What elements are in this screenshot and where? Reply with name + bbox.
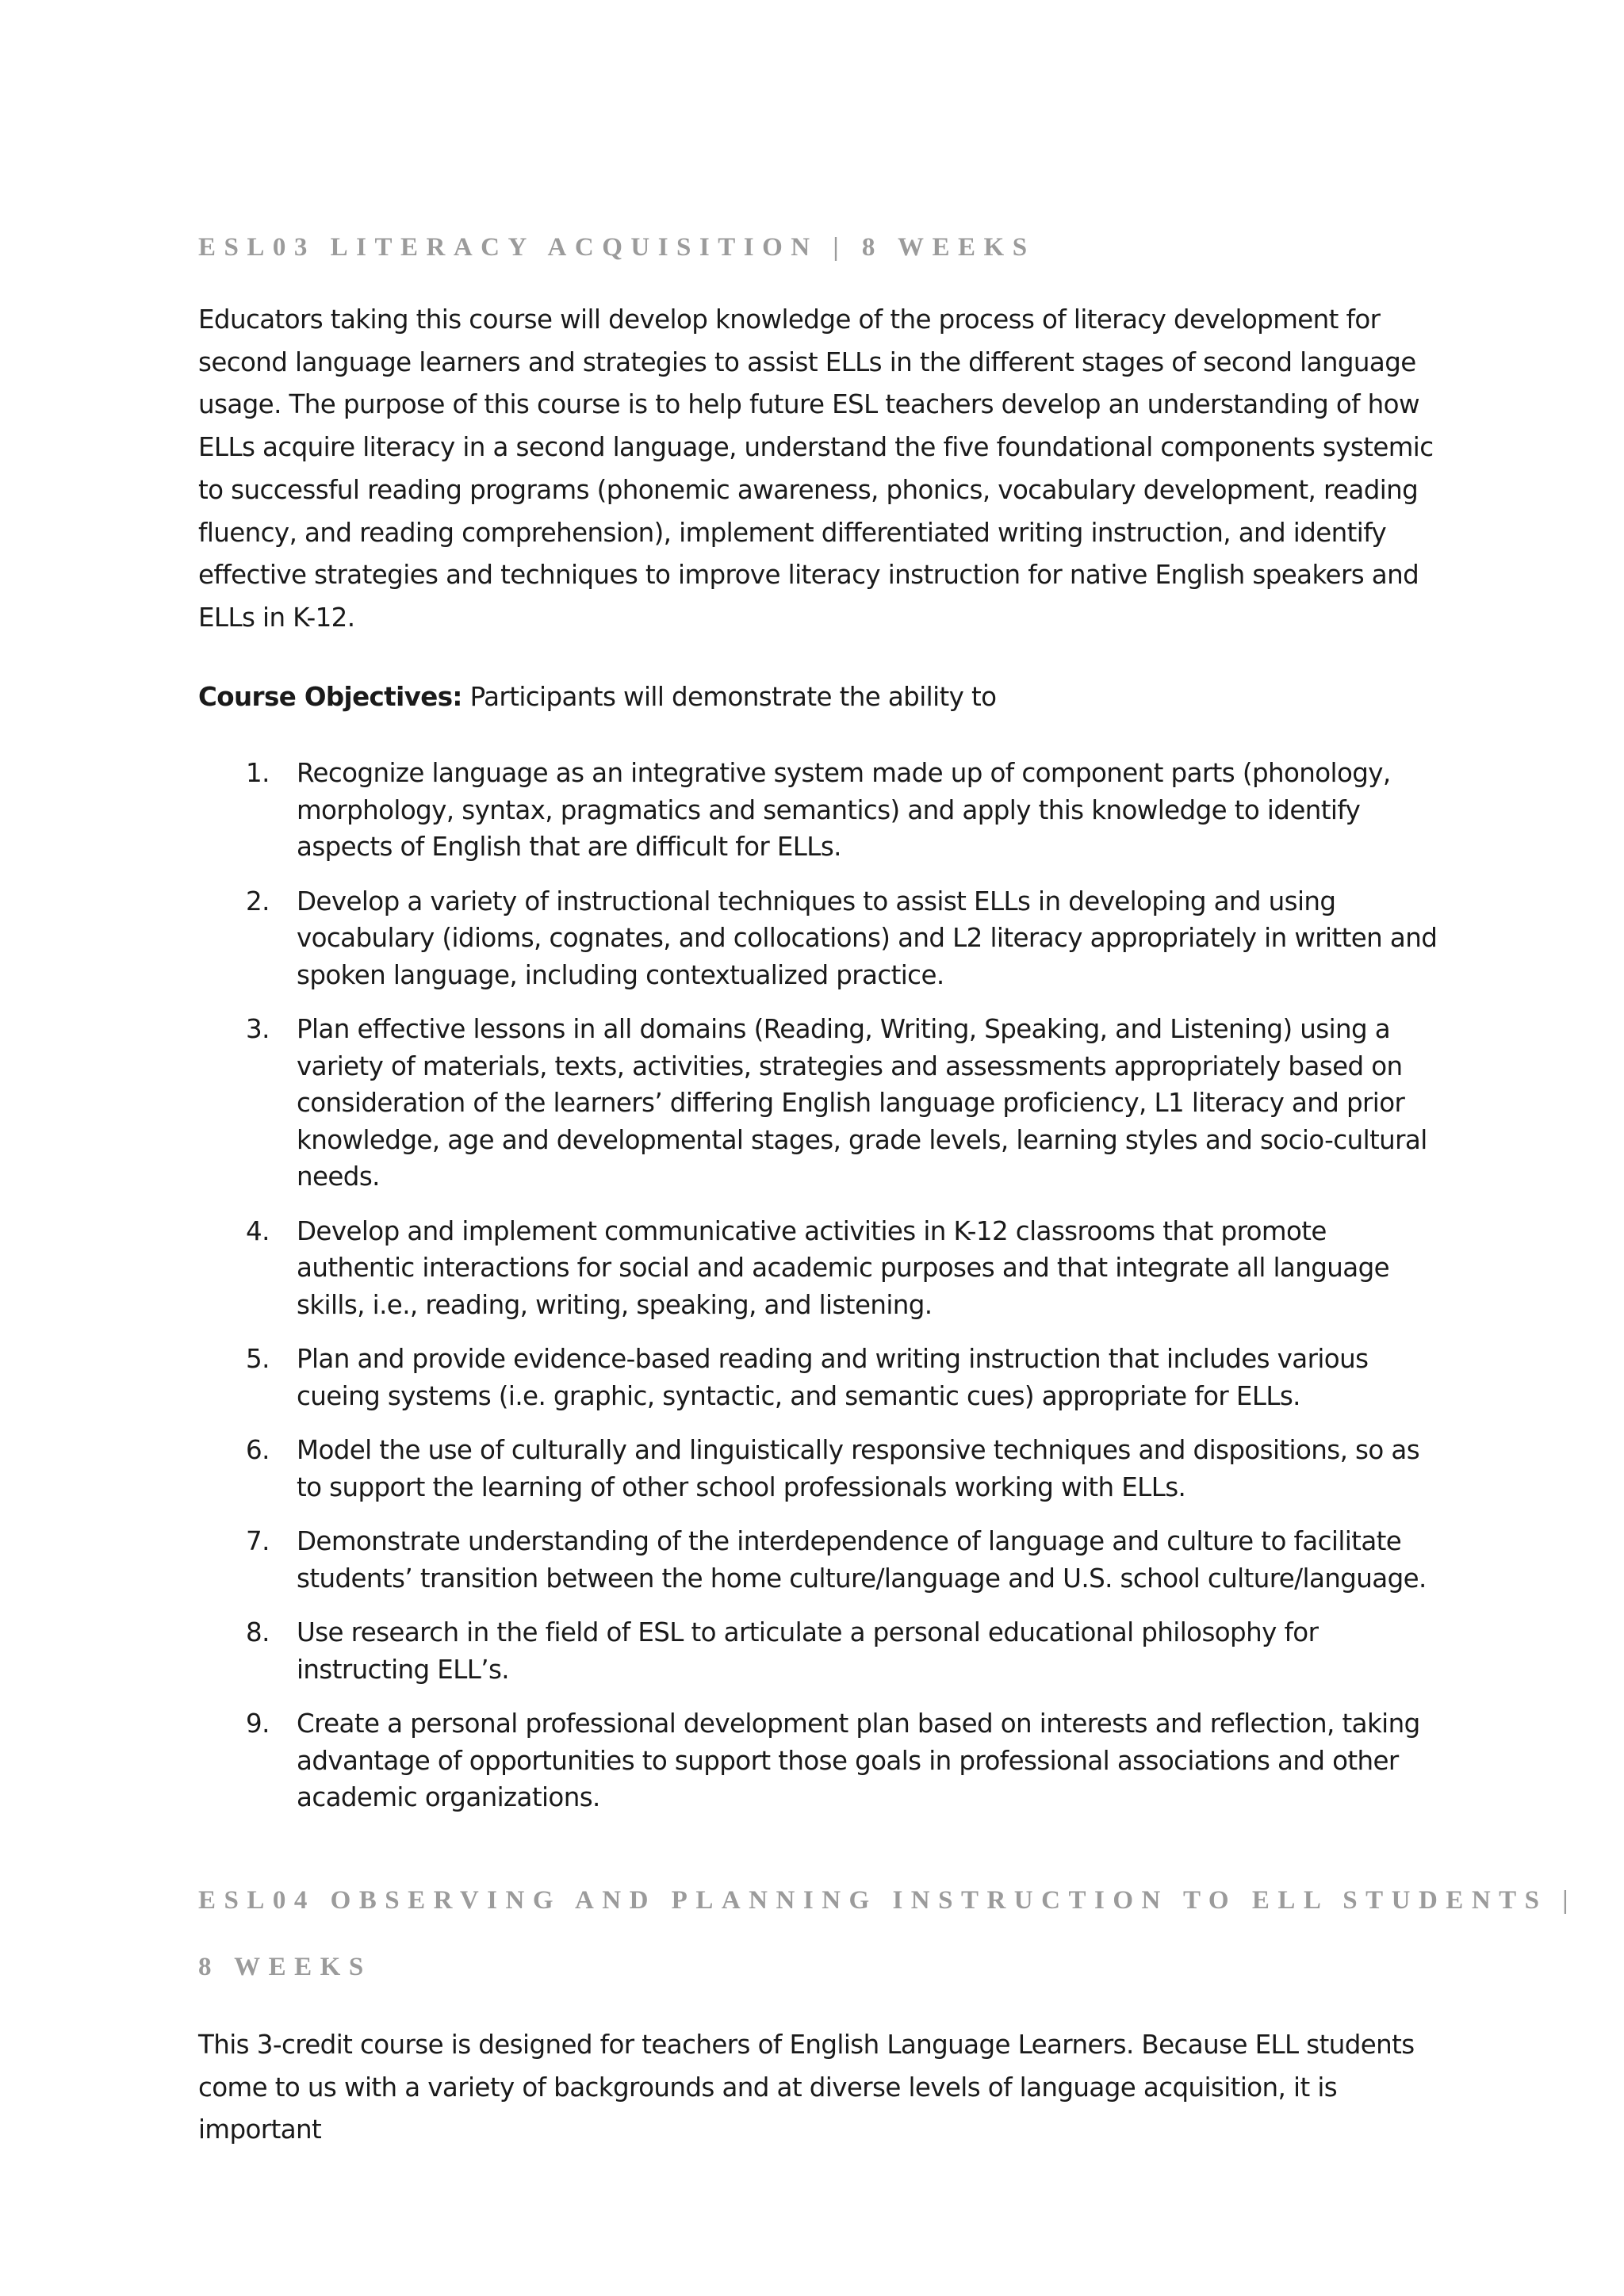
course-objectives-line (198, 676, 1443, 719)
objective-text: Create a personal professional development plan based on interests and reflection, taking advantage of opportunities to support those goals in professional associations and other academic organizations. (297, 1709, 1420, 1812)
objective-item (198, 1011, 1443, 1196)
objective-text: Demonstrate understanding of the interdependence of language and culture to facilitate students’ transition between the home culture/language and U.S. school culture/language. (297, 1526, 1427, 1594)
objective-text: Develop and implement communicative activities in K-12 classrooms that promote authentic interactions for social and academic purposes and that integrate all language skills, i.e., reading, writing, speaking, and listening. (297, 1215, 1390, 1320)
esl03-description: Educators taking this course will develop knowledge of the process of literacy development for second language learners and strategies to assist ELLs in the different stages of second language usage. The purpose of this course is to help future ESL teachers develop an understanding of how ELLs acquire literacy in a second language, understand the five foundational components systemic to successful reading programs (phonemic awareness, phonics, vocabulary development, reading fluency, and reading comprehension), implement differentiated writing instruction, and identify effective strategies and techniques to improve literacy instruction for native English speakers and ELLs in K-12. (198, 304, 1434, 633)
objective-number: 9. (246, 1709, 270, 1739)
objectives-list (198, 755, 1443, 1834)
objective-number: 4. (246, 1215, 270, 1246)
objective-item (198, 883, 1443, 994)
esl04-heading-line1: ESL04 OBSERVING AND PLANNING INSTRUCTION TO ELL STUDENTS | (198, 1886, 1577, 1915)
course-objectives-intro: Participants will demonstrate the ability to (462, 682, 997, 712)
objective-text: Develop a variety of instructional techniques to assist ELLs in developing and using vocabulary (idioms, cognates, and collocations) and L2 literacy appropriately in written and spoken language, including contextualized practice. (297, 886, 1438, 990)
objective-item (198, 1432, 1443, 1506)
objective-text: Plan effective lessons in all domains (Reading, Writing, Speaking, and Listening) using a variety of materials, texts, activities, strategies and assessments appropriately based on consideration of the learners’ differing English language proficiency, L1 literacy and prior knowledge, age and developmental stages, grade levels, learning styles and socio-cultural needs. (297, 1014, 1427, 1192)
objective-item (198, 1705, 1443, 1816)
esl03-heading: ESL03 LITERACY ACQUISITION | 8 WEEKS (198, 233, 1036, 262)
objective-item (198, 1213, 1443, 1324)
objective-number: 6. (246, 1435, 270, 1465)
esl04-description: This 3-credit course is designed for teachers of English Language Learners. Because ELL students come to us with a variety of backgrounds and at diverse levels of language acquisition, it is important (198, 2030, 1415, 2145)
objective-number: 2. (246, 886, 270, 916)
objective-text: Plan and provide evidence-based reading and writing instruction that includes various cueing systems (i.e. graphic, syntactic, and semantic cues) appropriate for ELLs. (297, 1344, 1369, 1411)
objective-number: 3. (246, 1014, 270, 1044)
objective-item (198, 755, 1443, 866)
objective-number: 5. (246, 1344, 270, 1374)
objective-text: Use research in the field of ESL to articulate a personal educational philosophy for instructing ELL’s. (297, 1617, 1319, 1685)
objective-item (198, 1614, 1443, 1688)
objective-number: 8. (246, 1617, 270, 1647)
objective-item (198, 1341, 1443, 1414)
course-objectives-label: Course Objectives: (198, 682, 462, 712)
objective-item (198, 1523, 1443, 1597)
objective-text: Model the use of culturally and linguistically responsive techniques and dispositions, so as to support the learning of other school professionals working with ELLs. (297, 1435, 1420, 1502)
objective-number: 7. (246, 1526, 270, 1556)
objective-number: 1. (246, 758, 270, 788)
objective-text: Recognize language as an integrative system made up of component parts (phonology, morphology, syntax, pragmatics and semantics) and apply this knowledge to identify aspects of English that are difficult for ELLs. (297, 758, 1391, 862)
esl04-heading-line2: 8 WEEKS (198, 1953, 372, 1981)
